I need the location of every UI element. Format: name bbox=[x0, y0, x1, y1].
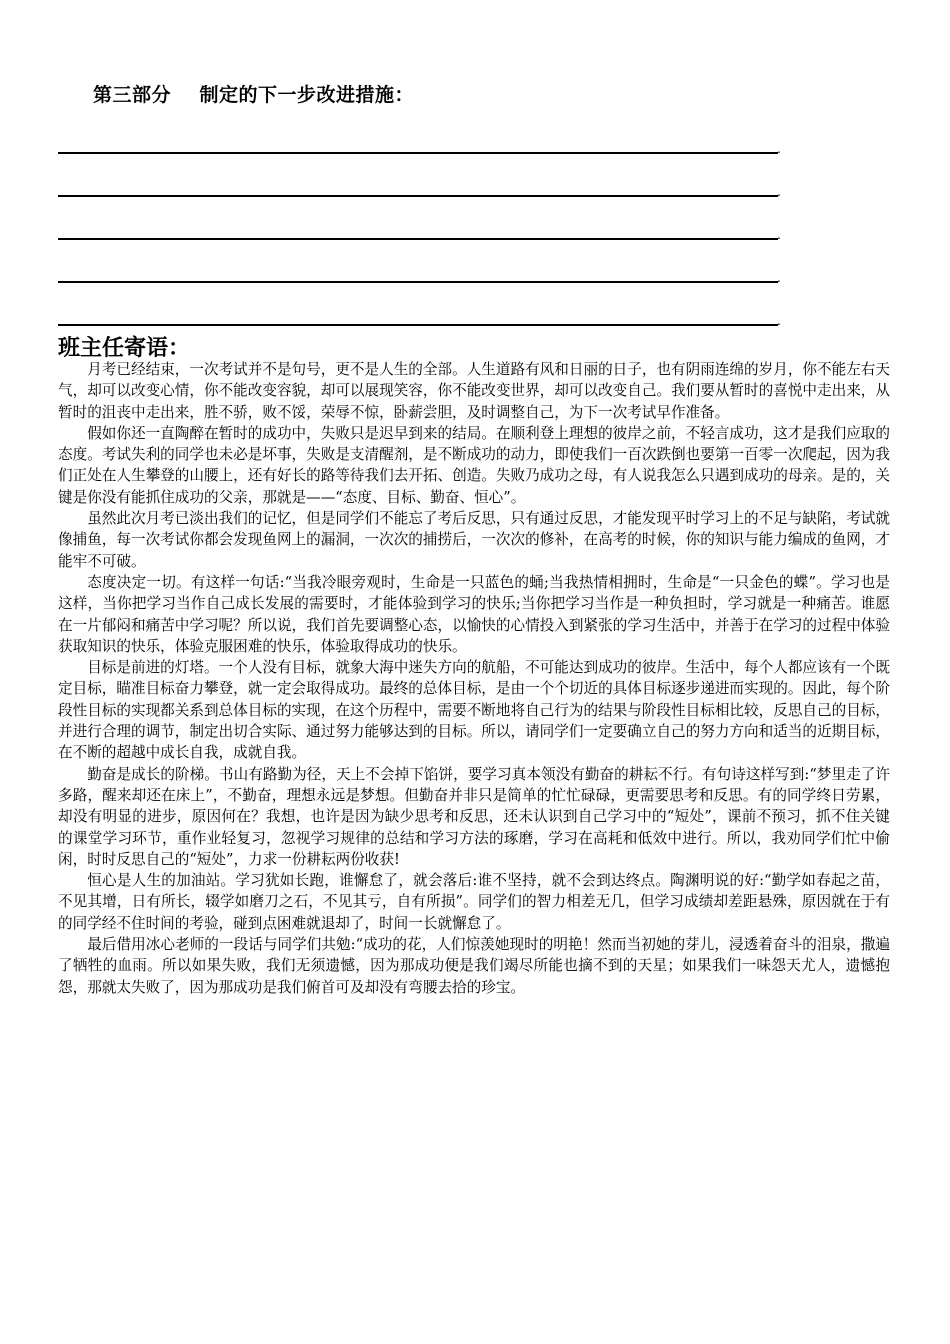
comment-paragraph: 勤奋是成长的阶梯。书山有路勤为径，天上不会掉下馅饼，要学习真本领没有勤奋的耕耘不行。有句诗这样写到:“梦里走了许多路，醒来却还在床上”，不勤奋，理想永远是梦想。但勤奋并非只是简单的忙忙碌碌，更需要思考和反思。有的同学终日劳累，却没有明显的进步，原因何在？我想，也许是因为缺少思考和反思，还未认识到自己学习中的“短处”，课前不预习，抓不住关键的课堂学习环节，重作业轻复习，忽视学习规律的总结和学习方法的琢磨，学习在高耗和低效中进行。所以，我劝同学们忙中偷闲，时时反思自己的“短处”，力求一份耕耘两份收获! bbox=[58, 765, 890, 868]
answer-line-end-mark: . bbox=[777, 314, 781, 328]
comment-paragraph: 月考已经结束，一次考试并不是句号，更不是人生的全部。人生道路有风和日丽的日子，也有阴雨连绵的岁月，你不能左右天气，却可以改变心情，你不能改变容貌，却可以展现笑容，你不能改变世界，却可以改变自己。我们要从暂时的喜悦中走出来，从暂时的沮丧中走出来，胜不骄，败不馁，荣辱不惊，卧薪尝胆，及时调整自己，为下一次考试早作准备。 bbox=[58, 361, 890, 421]
section-heading: 第三部分 制定的下一步改进措施： bbox=[93, 84, 414, 106]
answer-line-4[interactable] bbox=[58, 281, 778, 283]
answer-line-3[interactable] bbox=[58, 238, 778, 240]
answer-line-end-mark: . bbox=[777, 228, 781, 242]
answer-line-end-mark: . bbox=[777, 185, 781, 199]
comment-paragraph: 目标是前进的灯塔。一个人没有目标，就象大海中迷失方向的航船，不可能达到成功的彼岸。生活中，每个人都应该有一个既定目标，瞄准目标奋力攀登，就一定会取得成功。最终的总体目标，是由一个个切近的具体目标逐步递进而实现的。因此，每个阶段性目标的实现都关系到总体目标的实现，在这个历程中，需要不断地将自己行为的结果与阶段性目标相比较，反思自己的目标，并进行合理的调节，制定出切合实际、通过努力能够达到的目标。所以，请同学们一定要确立自己的努力方向和适当的近期目标，在不断的超越中成长自我，成就自我。 bbox=[58, 659, 890, 762]
answer-line-1[interactable] bbox=[58, 152, 778, 154]
answer-line-end-mark: . bbox=[777, 142, 781, 156]
answer-line-5[interactable] bbox=[58, 324, 778, 326]
teacher-comment-body bbox=[58, 359, 890, 998]
comment-paragraph: 虽然此次月考已淡出我们的记忆，但是同学们不能忘了考后反思，只有通过反思，才能发现平时学习上的不足与缺陷，考试就像捕鱼，每一次考试你都会发现鱼网上的漏洞，一次次的捕捞后，一次次的修补，在高考的时候，你的知识与能力编成的鱼网，才能牢不可破。 bbox=[58, 510, 890, 570]
comment-paragraph: 最后借用冰心老师的一段话与同学们共勉:“成功的花，人们惊羡她现时的明艳！然而当初她的芽儿，浸透着奋斗的泪泉，撒遍了牺牲的血雨。所以如果失败，我们无须遗憾，因为那成功便是我们竭尽所能也摘不到的天星；如果我们一味怨天尤人，遗憾抱怨，那就太失败了，因为那成功是我们俯首可及却没有弯腰去拾的珍宝。 bbox=[58, 936, 890, 996]
teacher-comment-title: 班主任寄语： bbox=[58, 336, 191, 361]
comment-paragraph: 假如你还一直陶醉在暂时的成功中，失败只是迟早到来的结局。在顺利登上理想的彼岸之前，不轻言成功，这才是我们应取的态度。考试失利的同学也未必是坏事，失败是支清醒剂，是不断成功的动力，即使我们一百次跌倒也要第一百零一次爬起，因为我们正处在人生攀登的山腰上，还有好长的路等待我们去开拓、创造。失败乃成功之母，有人说我怎么只遇到成功的母亲。是的，关键是你没有能抓住成功的父亲，那就是——“态度、目标、勤奋、恒心”。 bbox=[58, 424, 890, 506]
answer-line-2[interactable] bbox=[58, 195, 778, 197]
answer-line-end-mark: . bbox=[777, 271, 781, 285]
comment-paragraph: 恒心是人生的加油站。学习犹如长跑，谁懈怠了，就会落后:谁不坚持，就不会到达终点。陶渊明说的好:“勤学如春起之苗，不见其增，日有所长，辍学如磨刀之石，不见其亏，自有所损”。同学们的智力相差无几，但学习成绩却差距悬殊，原因就在于有的同学经不住时间的考验，碰到点困难就退却了，时间一长就懈怠了。 bbox=[58, 872, 890, 932]
comment-paragraph: 态度决定一切。有这样一句话:“当我冷眼旁观时，生命是一只蓝色的蛹;当我热情相拥时，生命是“一只金色的蝶”。学习也是这样，当你把学习当作自己成长发展的需要时，才能体验到学习的快乐;当你把学习当作是一种负担时，学习就是一种痛苦。谁愿在一片郁闷和痛苦中学习呢？所以说，我们首先要调整心态，以愉快的心情投入到紧张的学习生活中，并善于在学习的过程中体验获取知识的快乐，体验克服困难的快乐，体验取得成功的快乐。 bbox=[58, 573, 890, 655]
